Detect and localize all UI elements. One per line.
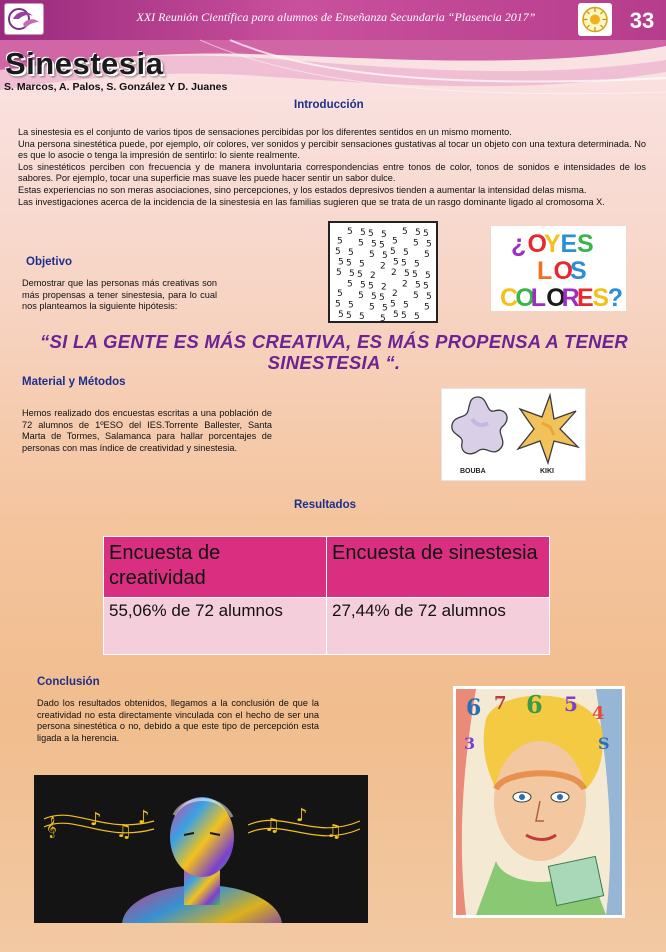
objetivo-body: Demostrar que las personas más creativas son más propensas a tener sinestesia, para lo cual nos planteamos la siguiente hipótesis:: [22, 278, 217, 312]
digit-glyph: 5: [392, 236, 398, 247]
digit-glyph: 5: [338, 310, 344, 320]
colored-letter: S: [570, 257, 587, 285]
svg-text:3: 3: [464, 734, 476, 753]
digit-glyph: 5: [346, 311, 352, 321]
digit-glyph: 5: [371, 239, 377, 250]
bouba-kiki-image: [441, 388, 586, 481]
svg-text:♫: ♫: [326, 821, 343, 842]
kiki-shape: [518, 395, 578, 463]
svg-text:♪: ♪: [138, 807, 150, 828]
material-body: Hemos realizado dos encuestas escritas a una población de 72 alumnos de 1ºESO del IES.Torrente Ballester, Santa Marta de Tormes, Salamanca para hallar porcentajes de personas con mas índice de creatividad y sinestesia.: [22, 408, 272, 453]
event-title: XXI Reunión Científica para alumnos de Enseñanza Secundaria “Plasencia 2017”: [136, 10, 536, 24]
bouba-label: BOUBA: [460, 468, 486, 475]
digit-glyph: 5: [412, 270, 418, 280]
digit-glyph: 5: [382, 251, 388, 261]
hypothesis-quote: “SI LA GENTE ES MÁS CREATIVA, ES MÁS PROPENSA A TENER SINESTESIA “.: [39, 331, 629, 373]
page-number: 33: [629, 8, 655, 33]
svg-text:6: 6: [466, 695, 482, 721]
digit-glyph: 5: [414, 312, 420, 321]
digit-glyph: 5: [360, 228, 366, 238]
svg-text:7: 7: [494, 693, 507, 714]
svg-text:𝄞: 𝄞: [46, 817, 57, 838]
svg-text:♫: ♫: [116, 821, 133, 842]
digit-glyph: 5: [358, 238, 364, 249]
digit-glyph: 5: [369, 250, 375, 260]
colored-letter: L: [537, 257, 553, 285]
digit-glyph: 5: [348, 248, 354, 258]
digit-glyph: 5: [390, 299, 396, 310]
digit-glyph: 5: [368, 229, 374, 239]
digit-glyph: 5: [338, 257, 344, 268]
intro-paragraph: La sinestesia es el conjunto de varios tipos de sensaciones percibidas por los diferentes sentidos en un mismo momento.: [18, 127, 512, 137]
svg-text:4: 4: [592, 703, 605, 724]
digit-glyph: 5: [401, 311, 407, 321]
digit-glyph: 5: [347, 279, 353, 290]
column-header: Encuesta de sinestesia: [327, 537, 550, 598]
sun-emblem-icon: [578, 3, 612, 36]
colored-letter: S: [577, 230, 594, 258]
digit-glyph: 2: [391, 268, 397, 278]
resultados-heading: Resultados: [294, 499, 356, 511]
colored-letter: ?: [607, 284, 624, 311]
conclusion-heading: Conclusión: [37, 676, 100, 688]
digit-grid-image: [328, 221, 438, 323]
colored-letter: R: [561, 284, 580, 311]
digit-glyph: 5: [336, 268, 342, 278]
material-heading: Material y Métodos: [22, 376, 126, 388]
digit-glyph: 5: [349, 269, 355, 279]
digit-glyph: 5: [337, 236, 343, 247]
painted-face-music-notes-image: [34, 775, 368, 923]
colored-letter: O: [515, 284, 535, 311]
digit-glyph: 5: [368, 281, 374, 292]
digit-glyph: 5: [423, 281, 429, 292]
digit-glyph: 5: [358, 291, 364, 301]
digit-glyph: 5: [357, 270, 363, 280]
colored-letter: O: [527, 230, 547, 258]
intro-paragraph: Los sinestéticos perciben con frecuencia y de manera involuntaria correspondencias entre tonos de color, tonos de sonidos e intensidades de los sabores. Por ejemplo, tocar una superficie mas suave les puede hacer sentir un sabor dulce.: [18, 161, 646, 184]
digit-glyph: 5: [415, 280, 421, 291]
digit-glyph: 5: [426, 239, 432, 250]
table-cell: 27,44% de 72 alumnos: [327, 598, 550, 655]
authors: S. Marcos, A. Palos, S. González Y D. Juanes: [4, 81, 228, 93]
digit-glyph: 5: [382, 303, 388, 314]
objetivo-heading: Objetivo: [26, 256, 73, 268]
results-table: [103, 536, 550, 655]
digit-glyph: 5: [403, 248, 409, 258]
digit-glyph: 2: [392, 289, 398, 299]
intro-paragraph: Las investigaciones acerca de la incidencia de la sinestesia en las familias sugieren que se trata de un rasgo dominante ligado al cromosoma X.: [18, 196, 605, 207]
digit-glyph: 5: [337, 289, 343, 299]
svg-text:♪: ♪: [296, 805, 308, 826]
digit-glyph: 2: [380, 261, 386, 272]
svg-text:♪: ♪: [90, 809, 102, 830]
intro-heading: Introducción: [294, 99, 364, 111]
digit-glyph: 5: [390, 247, 396, 257]
digit-glyph: 5: [424, 250, 430, 260]
conclusion-body: Dado los resultados obtenidos, llegamos a la conclusión de que la creatividad no esta directamente vinculada con el hecho de ser una persona sinestética o no, debido a que este tipo de percepción esta ligada a la herencia.: [37, 698, 319, 743]
digit-glyph: 5: [380, 314, 386, 321]
table-cell: 55,06% de 72 alumnos: [104, 598, 327, 655]
digit-glyph: 5: [404, 269, 410, 279]
colored-letter: C: [500, 284, 519, 311]
digit-glyph: 5: [335, 299, 341, 310]
colored-letter: Y: [544, 230, 561, 258]
digit-glyph: 2: [402, 279, 408, 290]
digit-glyph: 5: [360, 280, 366, 291]
event-logo-icon: [4, 3, 44, 35]
digit-glyph: 5: [379, 293, 385, 303]
digit-glyph: 5: [348, 300, 354, 311]
intro-paragraph: Una persona sinestética puede, por ejemplo, oír colores, ver sonidos y percibir sensaciones gustativas al tocar un objeto con una textura determinada. No es que lo asocie o tenga la impresión de sentirlo: lo siente realmente.: [18, 138, 646, 161]
intro-paragraph: Estas experiencias no son meras asociaciones, sino percepciones, y los estados depresivos tienden a aumentar la intensidad delas misma.: [18, 184, 587, 195]
digit-glyph: 5: [401, 258, 407, 269]
digit-glyph: 5: [413, 238, 419, 249]
intro-body: [18, 127, 646, 208]
colored-letter: O: [546, 284, 566, 311]
colored-letter: E: [560, 230, 578, 258]
digit-glyph: 5: [347, 227, 353, 237]
colored-letter: ¿: [511, 230, 527, 258]
table-header-row: [104, 537, 550, 598]
digit-glyph: 5: [346, 258, 352, 269]
digit-glyph: 5: [379, 240, 385, 251]
digit-glyph: 2: [370, 271, 376, 281]
oyes-los-colores-image: [491, 226, 626, 311]
digit-glyph: 5: [414, 259, 420, 270]
digit-glyph: 5: [381, 230, 387, 240]
colored-letter: L: [530, 284, 547, 311]
colored-letter: S: [592, 284, 610, 311]
digit-glyph: 5: [393, 257, 399, 268]
digit-glyph: 5: [423, 229, 429, 239]
poster-title: Sinestesia: [5, 46, 164, 81]
digit-glyph: 5: [424, 302, 430, 313]
digit-glyph: 2: [381, 282, 387, 293]
colorful-face-numbers-painting: [453, 686, 625, 918]
digit-glyph: 5: [359, 259, 365, 270]
svg-text:5: 5: [564, 692, 578, 716]
digit-glyph: 5: [402, 227, 408, 237]
svg-text:S: S: [598, 734, 610, 753]
digit-glyph: 5: [415, 228, 421, 238]
svg-text:♫: ♫: [264, 815, 281, 836]
digit-glyph: 5: [426, 292, 432, 302]
digit-glyph: 5: [335, 247, 341, 257]
table-row: [104, 598, 550, 655]
digit-glyph: 5: [369, 302, 375, 313]
digit-glyph: 5: [413, 291, 419, 301]
kiki-label: KIKI: [540, 468, 554, 475]
digit-glyph: 5: [403, 300, 409, 311]
digit-glyph: 5: [393, 310, 399, 320]
digit-glyph: 5: [371, 292, 377, 302]
colored-letter: O: [553, 257, 573, 285]
colored-letter: E: [577, 284, 594, 311]
digit-glyph: 5: [425, 271, 431, 281]
column-header: Encuesta de creatividad: [104, 537, 327, 598]
digit-glyph: 5: [359, 312, 365, 321]
svg-text:6: 6: [526, 690, 543, 719]
